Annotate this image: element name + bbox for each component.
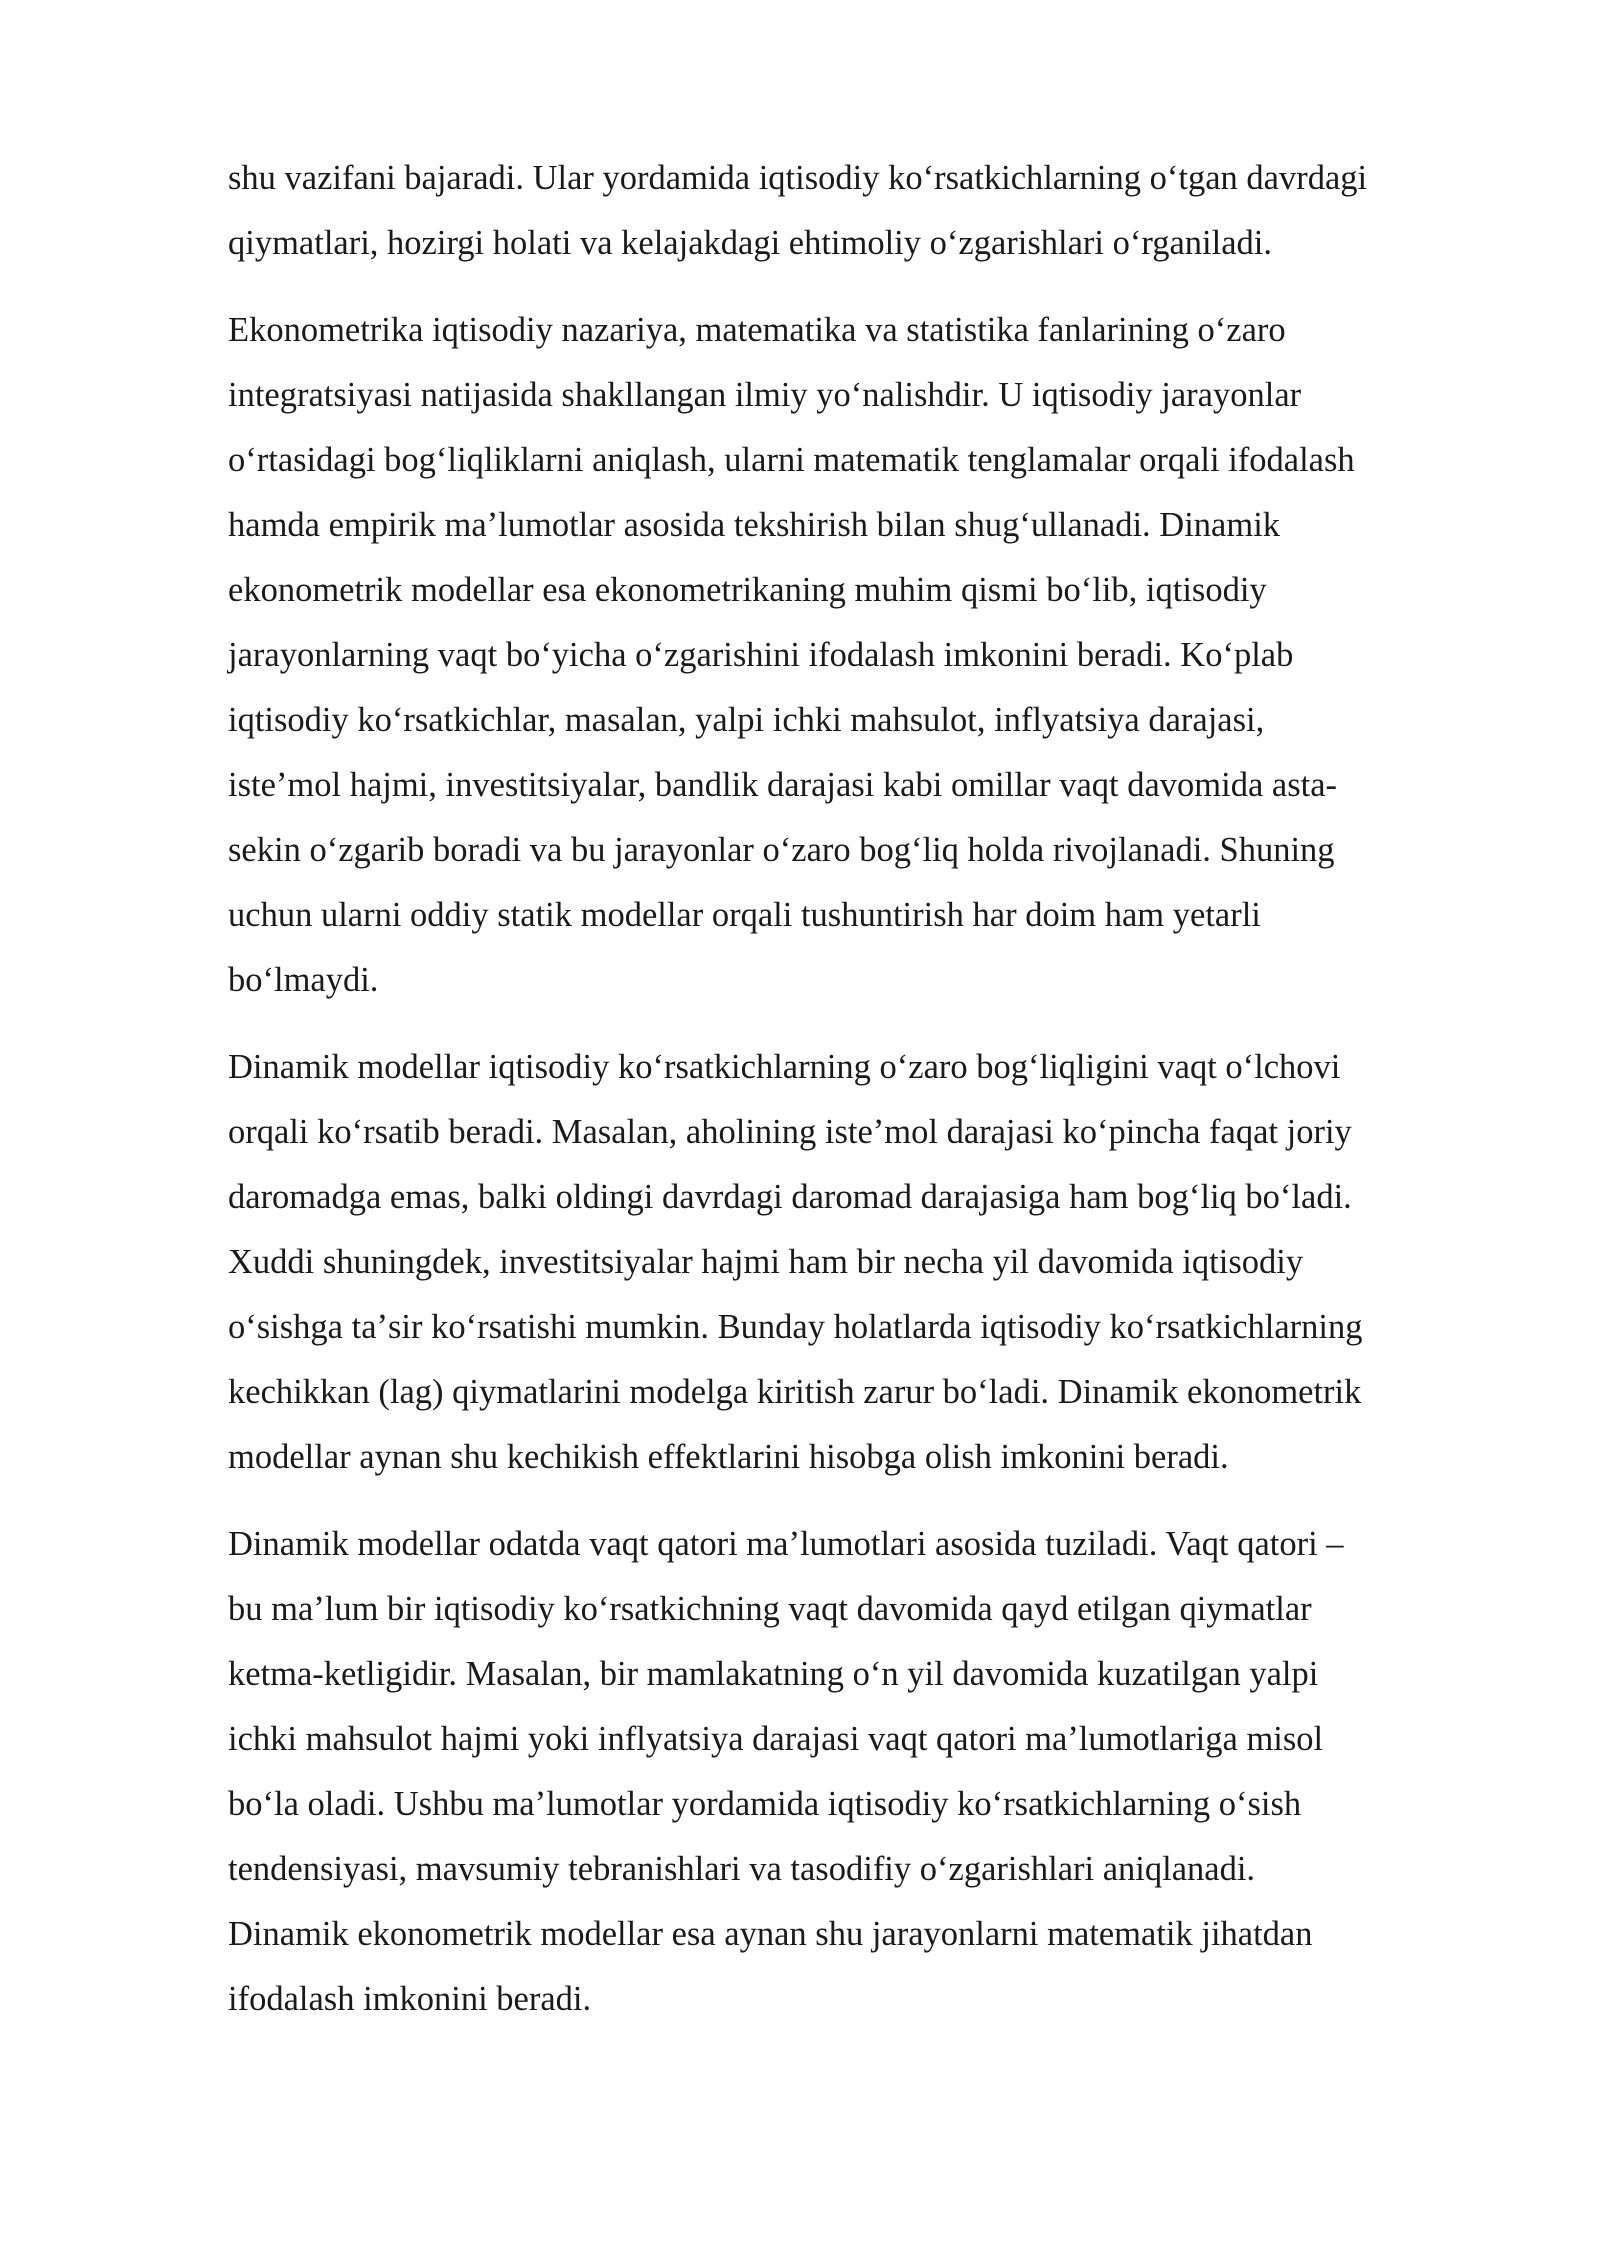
text-line: Dinamik ekonometrik modellar esa aynan shu jarayonlarni matematik jihatdan bbox=[228, 1915, 1313, 1953]
text-line: ketma-ketligidir. Masalan, bir mamlakatning oʻn yil davomida kuzatilgan yalpi bbox=[228, 1655, 1319, 1693]
text-line: ekonometrik modellar esa ekonometrikaning muhim qismi boʻlib, iqtisodiy bbox=[228, 571, 1267, 609]
text-line: integratsiyasi natijasida shakllangan ilmiy yoʻnalishdir. U iqtisodiy jarayonlar bbox=[228, 376, 1302, 414]
text-line: Dinamik modellar odatda vaqt qatori maʼlumotlari asosida tuziladi. Vaqt qatori – bbox=[228, 1525, 1344, 1563]
paragraph-3 bbox=[228, 1035, 1478, 1490]
text-line: jarayonlarning vaqt boʻyicha oʻzgarishini ifodalash imkonini beradi. Koʻplab bbox=[228, 636, 1294, 674]
text-line: daromadga emas, balki oldingi davrdagi daromad darajasiga ham bogʻliq boʻladi. bbox=[228, 1178, 1352, 1216]
text-line: boʻlmaydi. bbox=[228, 961, 379, 999]
text-line: sekin oʻzgarib boradi va bu jarayonlar oʻzaro bogʻliq holda rivojlanadi. Shuning bbox=[228, 831, 1335, 869]
paragraph-4 bbox=[228, 1512, 1478, 2032]
text-line: tendensiyasi, mavsumiy tebranishlari va tasodifiy oʻzgarishlari aniqlanadi. bbox=[228, 1850, 1256, 1888]
text-line: uchun ularni oddiy statik modellar orqali tushuntirish har doim ham yetarli bbox=[228, 896, 1261, 934]
text-line: bu maʼlum bir iqtisodiy koʻrsatkichning vaqt davomida qayd etilgan qiymatlar bbox=[228, 1590, 1312, 1628]
text-line: isteʼmol hajmi, investitsiyalar, bandlik darajasi kabi omillar vaqt davomida asta- bbox=[228, 766, 1338, 804]
document-page bbox=[228, 146, 1478, 2054]
paragraph-2 bbox=[228, 298, 1478, 1013]
text-line: Xuddi shuningdek, investitsiyalar hajmi ham bir necha yil davomida iqtisodiy bbox=[228, 1243, 1304, 1281]
text-line: oʻrtasidagi bogʻliqliklarni aniqlash, ularni matematik tenglamalar orqali ifodalash bbox=[228, 441, 1355, 479]
text-line: kechikkan (lag) qiymatlarini modelga kiritish zarur boʻladi. Dinamik ekonometrik bbox=[228, 1373, 1362, 1411]
text-line: ichki mahsulot hajmi yoki inflyatsiya darajasi vaqt qatori maʼlumotlariga misol bbox=[228, 1720, 1324, 1758]
text-line: qiymatlari, hozirgi holati va kelajakdagi ehtimoliy oʻzgarishlari oʻrganiladi. bbox=[228, 224, 1272, 262]
text-line: modellar aynan shu kechikish effektlarini hisobga olish imkonini beradi. bbox=[228, 1438, 1229, 1476]
text-line: oʻsishga taʼsir koʻrsatishi mumkin. Bunday holatlarda iqtisodiy koʻrsatkichlarning bbox=[228, 1308, 1363, 1346]
text-line: hamda empirik maʼlumotlar asosida tekshirish bilan shugʻullanadi. Dinamik bbox=[228, 506, 1281, 544]
text-line: orqali koʻrsatib beradi. Masalan, aholining isteʼmol darajasi koʻpincha faqat joriy bbox=[228, 1113, 1352, 1151]
paragraph-1 bbox=[228, 146, 1478, 276]
text-line: Dinamik modellar iqtisodiy koʻrsatkichlarning oʻzaro bogʻliqligini vaqt oʻlchovi bbox=[228, 1048, 1341, 1086]
text-line: shu vazifani bajaradi. Ular yordamida iqtisodiy koʻrsatkichlarning oʻtgan davrdagi bbox=[228, 159, 1368, 197]
text-line: Ekonometrika iqtisodiy nazariya, matematika va statistika fanlarining oʻzaro bbox=[228, 311, 1286, 349]
text-line: boʻla oladi. Ushbu maʼlumotlar yordamida iqtisodiy koʻrsatkichlarning oʻsish bbox=[228, 1785, 1302, 1823]
text-line: iqtisodiy koʻrsatkichlar, masalan, yalpi ichki mahsulot, inflyatsiya darajasi, bbox=[228, 701, 1265, 739]
text-line: ifodalash imkonini beradi. bbox=[228, 1980, 592, 2018]
